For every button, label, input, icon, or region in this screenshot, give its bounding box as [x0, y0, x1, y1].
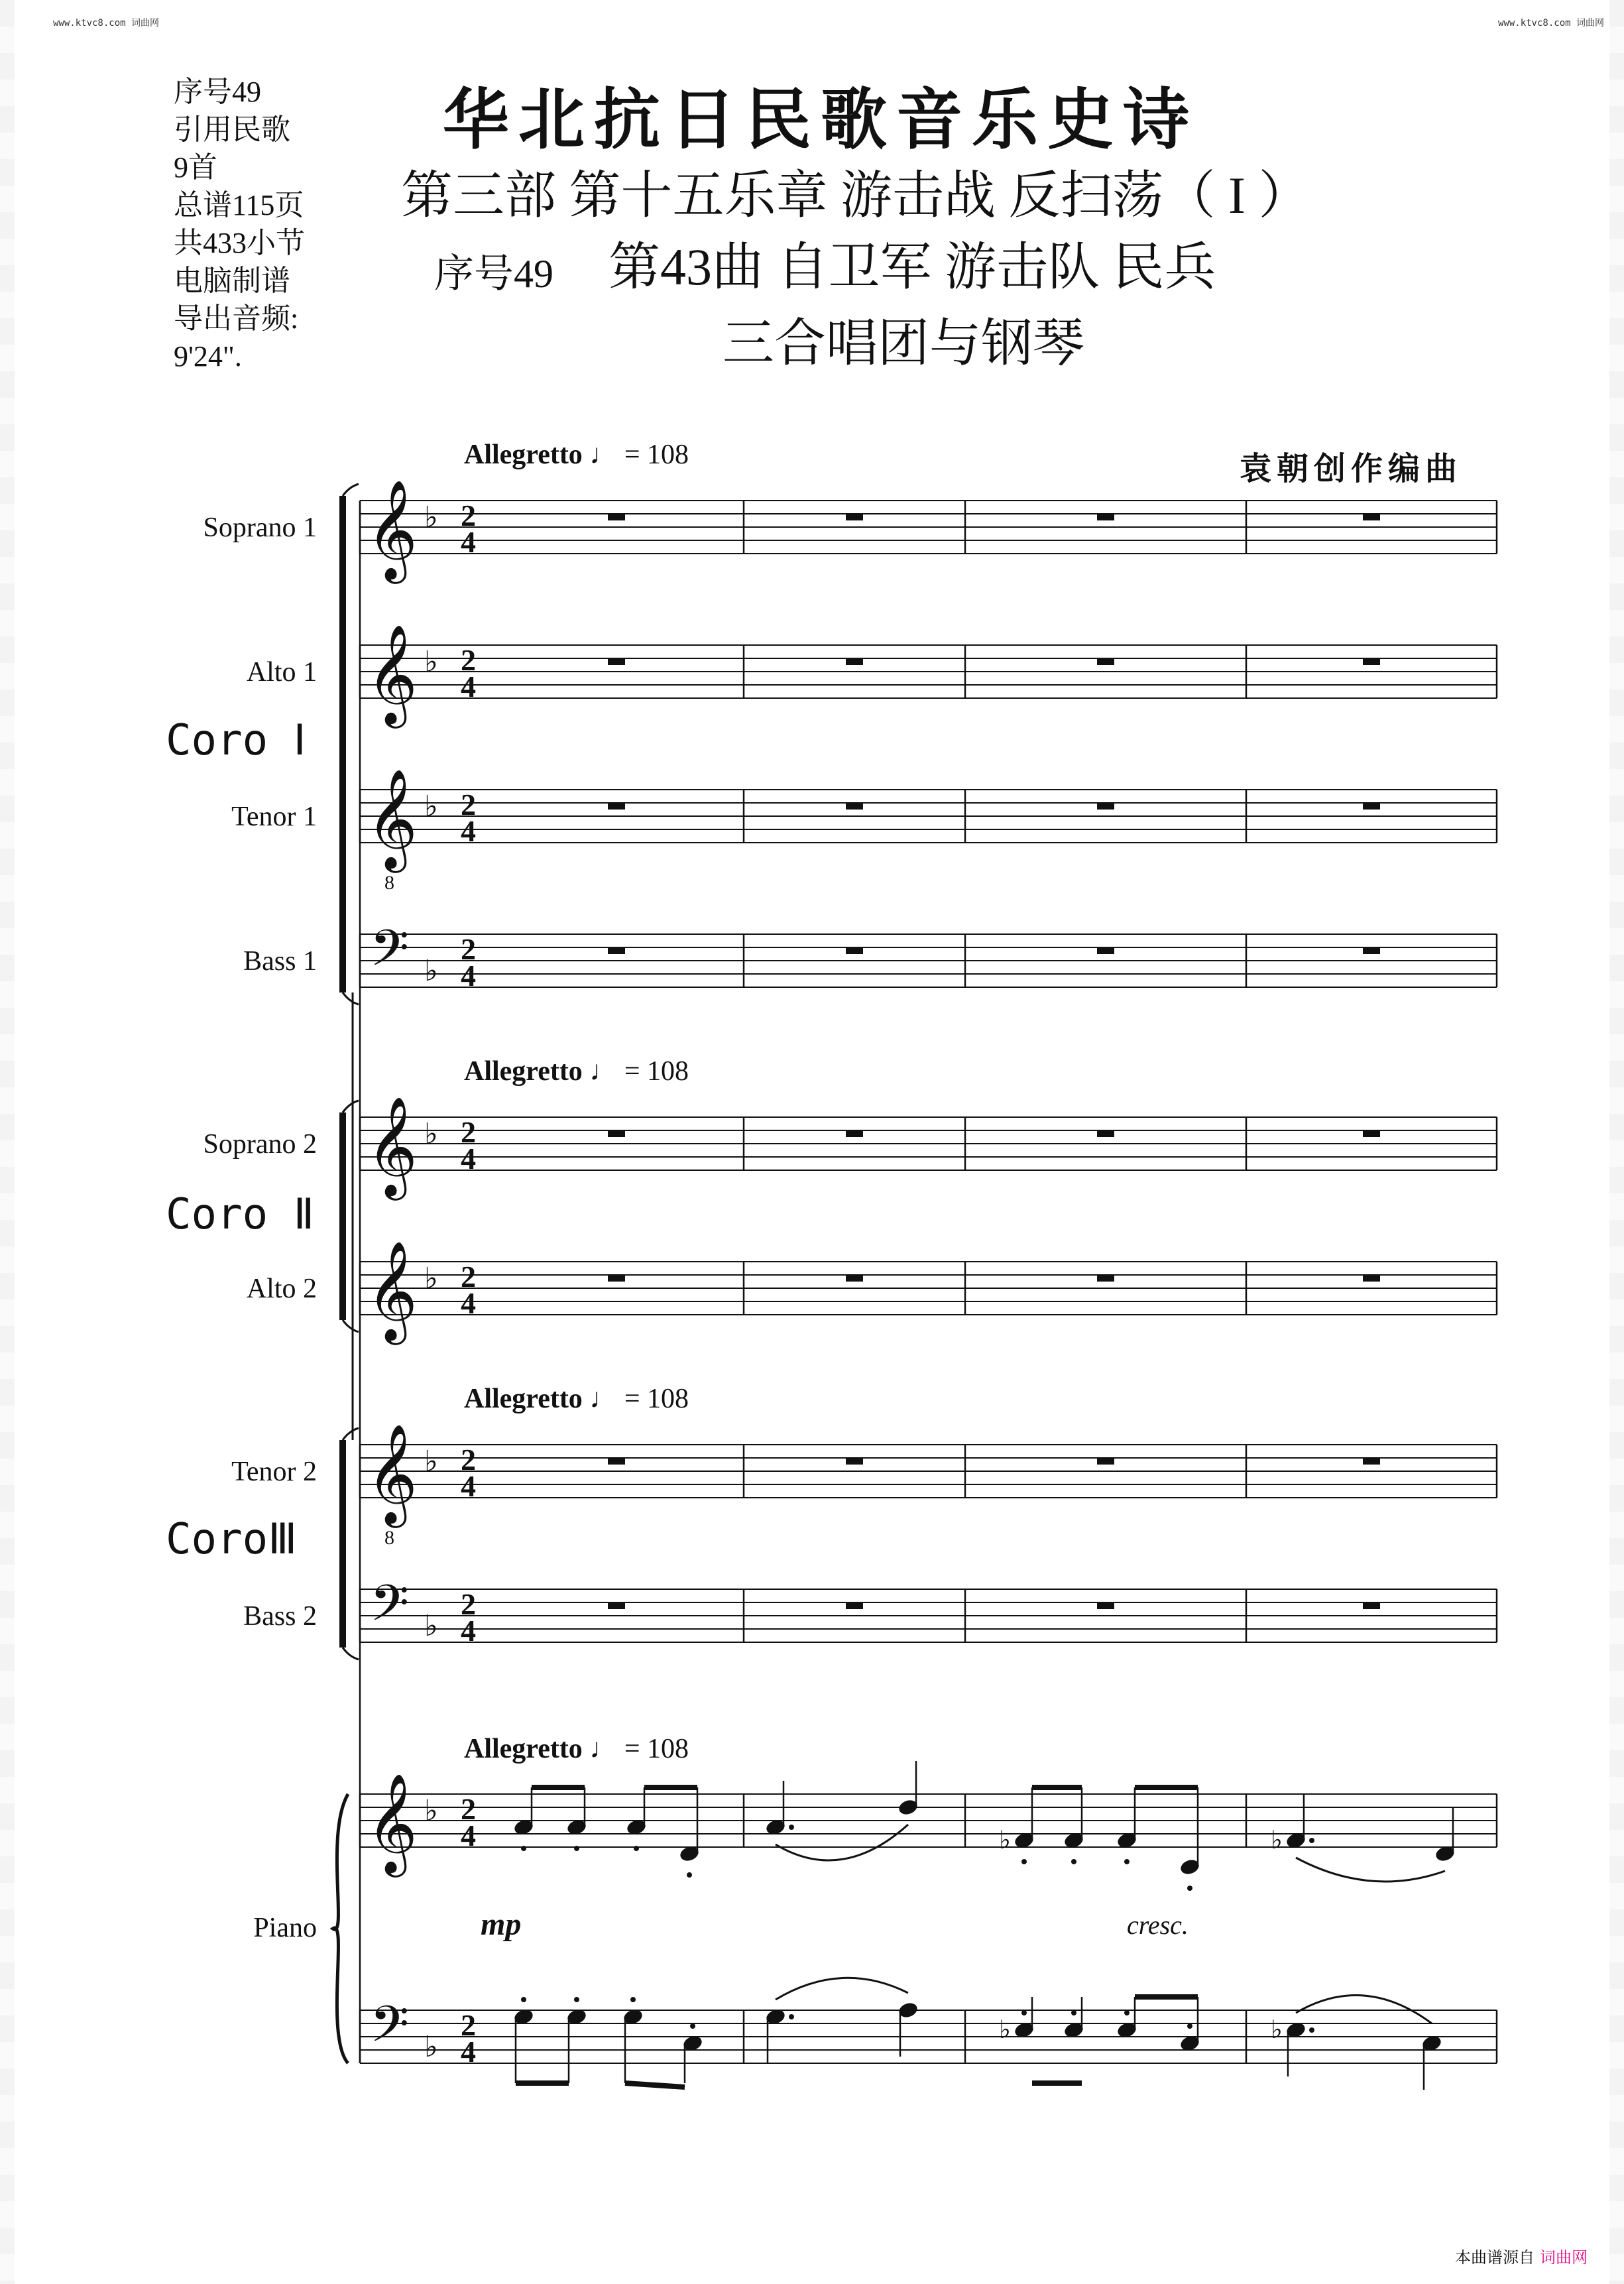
note-head — [898, 1799, 919, 1816]
time-signature-top: 2 — [461, 499, 476, 532]
augmentation-dot — [789, 1825, 794, 1830]
tempo-text: Allegretto — [464, 1734, 583, 1764]
footer-source — [1455, 2244, 1588, 2267]
whole-rest — [1363, 658, 1380, 665]
note — [679, 1845, 700, 1878]
info-line: 序号49 — [174, 76, 261, 108]
bracket-hook — [343, 992, 359, 1004]
label-soprano-1: Soprano 1 — [203, 512, 317, 543]
whole-rest — [1363, 1602, 1380, 1609]
site-header-left[interactable]: www.ktvc8.com 词曲网 — [53, 18, 160, 29]
info-line: 9首 — [174, 151, 217, 184]
choir-staff — [360, 501, 1497, 554]
info-line: 导出音频: — [174, 302, 299, 335]
coro-3-bracket — [339, 1428, 359, 1659]
note — [1180, 2023, 1200, 2052]
whole-rest — [1363, 947, 1380, 954]
whole-rest — [846, 1458, 863, 1465]
choir-staff — [360, 1445, 1497, 1498]
time-signature-bottom: 4 — [461, 814, 476, 848]
staccato-dot — [1187, 2023, 1192, 2029]
choir-staff — [360, 934, 1497, 987]
time-signature-top: 2 — [461, 788, 476, 821]
tempo-value: = 108 — [624, 1384, 689, 1414]
staccato-dot — [634, 1846, 639, 1851]
time-signature-top: 2 — [461, 1443, 476, 1476]
note — [626, 1819, 647, 1851]
slur — [1296, 1996, 1432, 2023]
whole-rest — [1097, 1602, 1114, 1609]
whole-rest — [1363, 1275, 1380, 1282]
whole-rest — [846, 1130, 863, 1137]
time-signature-bottom: 4 — [461, 1614, 476, 1648]
note — [623, 1997, 644, 2025]
whole-rest — [1097, 803, 1114, 810]
treble-clef-icon: 𝄞 — [367, 768, 418, 869]
whole-rest — [608, 1602, 625, 1609]
tempo-text: Allegretto — [464, 1384, 583, 1414]
whole-rest — [1363, 514, 1380, 520]
whole-rest — [1097, 1458, 1114, 1465]
whole-rest — [846, 514, 863, 520]
note — [683, 2023, 703, 2052]
bass-clef-icon: 𝄢 — [370, 1574, 410, 1645]
info-line: 9'24". — [174, 340, 242, 373]
whole-rest — [1363, 1130, 1380, 1137]
staccato-dot — [1124, 1859, 1130, 1864]
treble-clef-icon: 𝄞 — [367, 1095, 418, 1196]
coro-1-bracket — [339, 484, 359, 1004]
key-signature-flat-icon: ♭ — [424, 501, 438, 534]
whole-rest — [608, 514, 625, 520]
bracket-bar — [339, 1112, 346, 1320]
whole-rest — [846, 1275, 863, 1282]
treble-clef-icon: 𝄞 — [367, 623, 418, 724]
info-line: 引用民歌 — [174, 113, 290, 146]
staccato-dot — [574, 1846, 579, 1851]
subtitle-line-3: 三合唱团与钢琴 — [723, 314, 1085, 372]
note-head — [898, 2002, 919, 2019]
slur — [1296, 1858, 1445, 1882]
choir-staff — [360, 1589, 1497, 1642]
group-label-coro-2: Coro Ⅱ — [166, 1190, 315, 1239]
whole-rest — [608, 947, 625, 954]
slur — [776, 1978, 908, 2000]
bracket-bar — [339, 1440, 346, 1648]
staccato-dot — [1021, 2010, 1027, 2015]
label-alto-2: Alto 2 — [246, 1274, 317, 1304]
label-bass-1: Bass 1 — [243, 946, 317, 977]
time-signature-top: 2 — [461, 932, 476, 966]
whole-rest — [608, 658, 625, 665]
note — [898, 2002, 919, 2019]
time-signature-top: 2 — [461, 1792, 476, 1826]
footer-text: 本曲谱源自 — [1455, 2250, 1535, 2267]
subtitle-line-2: 第43曲 自卫军 游击队 民兵 — [609, 238, 1216, 296]
note — [567, 1819, 587, 1851]
choir-staff — [360, 1117, 1497, 1170]
bracket-hook — [343, 1648, 359, 1659]
whole-rest — [846, 1602, 863, 1609]
note — [1014, 2010, 1035, 2039]
key-signature-flat-icon: ♭ — [424, 1445, 438, 1478]
key-signature-flat-icon: ♭ — [424, 1609, 438, 1643]
note — [898, 1799, 919, 1816]
expression-marking: cresc. — [1127, 1910, 1189, 1940]
flat-accidental-icon: ♭ — [1271, 1825, 1283, 1854]
label-piano: Piano — [253, 1913, 317, 1943]
tempo-text: Allegretto — [464, 440, 583, 470]
note — [1064, 2010, 1084, 2039]
octave-marker: 8 — [384, 872, 394, 894]
time-signature-top: 2 — [461, 1587, 476, 1621]
dynamic-marking: mp — [481, 1907, 522, 1942]
footer-link[interactable]: 词曲网 — [1540, 2250, 1588, 2267]
whole-rest — [1097, 514, 1114, 520]
tempo-text: Allegretto — [464, 1056, 583, 1087]
staccato-dot — [1071, 1859, 1076, 1864]
tempo-value: = 108 — [624, 1734, 689, 1764]
info-line: 共433小节 — [174, 227, 305, 259]
quarter-note-icon: ♩ — [589, 440, 618, 470]
bracket-hook — [343, 1428, 359, 1440]
key-signature-flat-icon: ♭ — [424, 2030, 438, 2064]
beam — [625, 2083, 685, 2087]
quarter-note-icon: ♩ — [589, 1734, 618, 1764]
note-head — [1180, 1858, 1200, 1876]
augmentation-dot — [1309, 2027, 1314, 2033]
whole-rest — [846, 658, 863, 665]
bracket-hook — [343, 1101, 359, 1112]
time-signature-bottom: 4 — [461, 1142, 476, 1175]
note — [514, 1997, 534, 2025]
time-signature-bottom: 4 — [461, 1286, 476, 1320]
treble-clef-icon: 𝄞 — [367, 1423, 418, 1524]
slur — [776, 1825, 908, 1860]
time-signature-bottom: 4 — [461, 959, 476, 992]
note — [1180, 1858, 1200, 1891]
staccato-dot — [1187, 1886, 1192, 1891]
label-alto-1: Alto 1 — [246, 657, 317, 688]
site-header-right[interactable]: www.ktvc8.com 词曲网 — [1497, 18, 1604, 29]
treble-clef-icon: 𝄞 — [367, 1240, 418, 1341]
staccato-dot — [1071, 2010, 1076, 2015]
time-signature-bottom: 4 — [461, 670, 476, 703]
whole-rest — [1363, 1458, 1380, 1465]
time-signature-bottom: 4 — [461, 1819, 476, 1852]
staccato-dot — [690, 2023, 695, 2029]
key-signature-flat-icon: ♭ — [424, 1794, 438, 1828]
staccato-dot — [630, 1997, 636, 2002]
time-signature-bottom: 4 — [461, 1469, 476, 1503]
key-signature-flat-icon: ♭ — [424, 1262, 438, 1295]
whole-rest — [608, 803, 625, 810]
staccato-dot — [521, 1997, 526, 2002]
info-line: 总谱115页 — [174, 189, 304, 221]
tempo-value: = 108 — [624, 440, 689, 470]
bracket-bar — [339, 496, 346, 992]
group-label-coro-1: Coro Ⅰ — [166, 716, 306, 765]
flat-accidental-icon: ♭ — [999, 1825, 1011, 1854]
whole-rest — [1097, 1130, 1114, 1137]
whole-rest — [608, 1130, 625, 1137]
augmentation-dot — [789, 2014, 794, 2019]
bass-clef-icon: 𝄢 — [370, 919, 410, 990]
note — [514, 1819, 534, 1851]
staccato-dot — [1124, 2010, 1130, 2015]
bracket-hook — [343, 484, 359, 496]
label-bass-2: Bass 2 — [243, 1601, 317, 1632]
whole-rest — [1363, 803, 1380, 810]
key-signature-flat-icon: ♭ — [424, 954, 438, 988]
choir-staff — [360, 1262, 1497, 1315]
piano-treble-staff — [360, 1794, 1497, 1847]
whole-rest — [608, 1275, 625, 1282]
bass-clef-icon: 𝄢 — [370, 1995, 410, 2066]
subtitle-serial: 序号49 — [434, 252, 553, 296]
whole-rest — [1097, 947, 1114, 954]
quarter-note-icon: ♩ — [589, 1384, 618, 1414]
time-signature-bottom: 4 — [461, 525, 476, 559]
note — [1014, 1832, 1035, 1864]
time-signature-top: 2 — [461, 643, 476, 677]
flat-accidental-icon: ♭ — [999, 2015, 1011, 2044]
whole-rest — [1097, 1275, 1114, 1282]
bracket-hook — [343, 1320, 359, 1332]
staccato-dot — [687, 1872, 692, 1878]
note — [567, 1997, 587, 2025]
key-signature-flat-icon: ♭ — [424, 790, 438, 823]
info-line: 电脑制谱 — [174, 265, 290, 297]
piano-brace — [333, 1794, 348, 2063]
label-soprano-2: Soprano 2 — [203, 1129, 317, 1160]
label-tenor-2: Tenor 2 — [231, 1457, 317, 1487]
choir-staff — [360, 645, 1497, 698]
key-signature-flat-icon: ♭ — [424, 1117, 438, 1151]
choir-staff — [360, 790, 1497, 843]
whole-rest — [608, 1458, 625, 1465]
group-label-coro-3: CoroⅢ — [166, 1515, 298, 1564]
quarter-note-icon: ♩ — [589, 1056, 618, 1087]
whole-rest — [846, 803, 863, 810]
score-systems — [333, 479, 1497, 2090]
whole-rest — [1097, 658, 1114, 665]
augmentation-dot — [1309, 1838, 1314, 1843]
coro-2-bracket — [339, 1101, 359, 1332]
staccato-dot — [521, 1846, 526, 1851]
subtitle-line-1: 第三部 第十五乐章 游击战 反扫荡（ I ） — [401, 166, 1310, 224]
note — [1064, 1832, 1084, 1864]
score-title: 华北抗日民歌音乐史诗 — [443, 81, 1198, 158]
treble-clef-icon: 𝄞 — [367, 479, 418, 579]
staccato-dot — [574, 1997, 579, 2002]
time-signature-top: 2 — [461, 2008, 476, 2042]
key-signature-flat-icon: ♭ — [424, 645, 438, 679]
treble-clef-icon: 𝄞 — [367, 1772, 418, 1873]
tempo-value: = 108 — [624, 1056, 689, 1087]
note — [1117, 1832, 1137, 1864]
time-signature-top: 2 — [461, 1260, 476, 1293]
time-signature-bottom: 4 — [461, 2035, 476, 2069]
flat-accidental-icon: ♭ — [1271, 2015, 1283, 2044]
staccato-dot — [1021, 1859, 1027, 1864]
note — [1117, 2010, 1137, 2039]
composer: 袁朝创作编曲 — [1240, 450, 1463, 487]
whole-rest — [846, 947, 863, 954]
label-tenor-1: Tenor 1 — [231, 802, 317, 832]
octave-marker: 8 — [384, 1527, 394, 1549]
time-signature-top: 2 — [461, 1115, 476, 1149]
